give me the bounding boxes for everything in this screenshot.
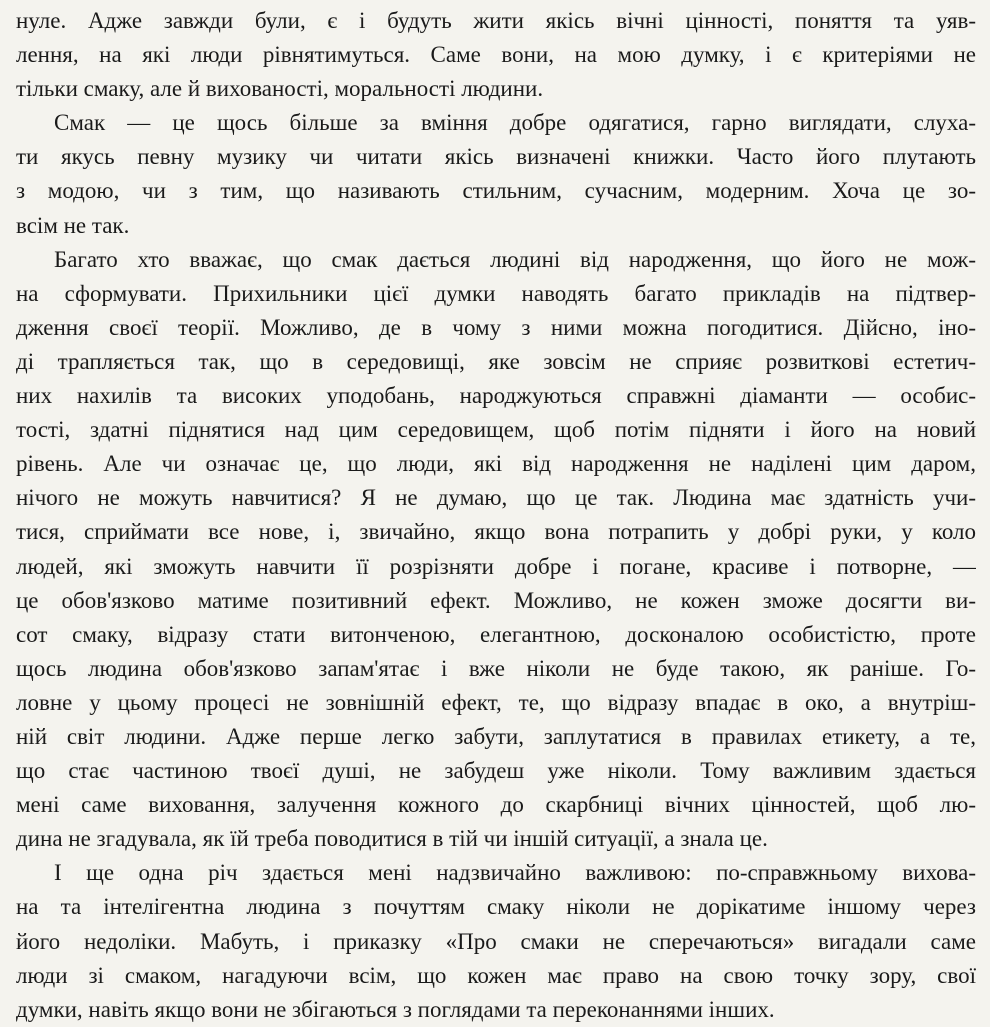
text-line: люди зі смаком, нагадуючи всім, що кожен має право на свою точку зору, свої: [16, 962, 976, 988]
text-line: рівень. Але чи означає це, що люди, які від народження не наділені цим даром,: [16, 451, 976, 477]
text-line: дина не згадувала, як їй треба поводитися в тій чи іншій ситуації, а знала це.: [16, 826, 768, 852]
text-line: сот смаку, відразу стати витонченою, елегантною, досконалою особистістю, проте: [16, 621, 976, 647]
text-line: тільки смаку, але й вихованості, моральності людини.: [16, 76, 544, 102]
text-line: них нахилів та високих уподобань, народжуються справжні діаманти — особис-: [16, 383, 976, 409]
text-line: ловне у цьому процесі не зовнішній ефект, те, що відразу впадає в око, а внутріш-: [16, 689, 976, 715]
text-line: ді трапляється так, що в середовищі, яке зовсім не сприяє розвиткові естетич-: [16, 348, 976, 374]
text-line: щось людина обов'язково запам'ятає і вже ніколи не буде такою, як раніше. Го-: [16, 655, 976, 681]
text-line: Багато хто вважає, що смак дається людині від народження, що його не мож-: [54, 246, 976, 272]
text-line: на сформувати. Прихильники цієї думки наводять багато прикладів на підтвер-: [16, 280, 976, 306]
text-line: тися, сприймати все нове, і, звичайно, якщо вона потрапить у добрі руки, у коло: [16, 519, 976, 545]
text-line: І ще одна річ здається мені надзвичайно важливою: по-справжньому вихова-: [54, 860, 976, 886]
text-line: думки, навіть якщо вони не збігаються з поглядами та переконаннями інших.: [16, 996, 775, 1022]
text-line: його недоліки. Мабуть, і приказку «Про смаки не сперечаються» вигадали саме: [16, 928, 976, 954]
text-line: на та інтелігентна людина з почуттям смаку ніколи не дорікатиме іншому через: [16, 894, 976, 920]
text-line: це обов'язково матиме позитивний ефект. Можливо, не кожен зможе досягти ви-: [16, 587, 976, 613]
text-line: тості, здатні піднятися над цим середовищем, щоб потім підняти і його на новий: [16, 417, 976, 443]
text-line: з модою, чи з тим, що називають стильним, сучасним, модерним. Хоча це зо-: [16, 178, 976, 204]
text-line: мені саме виховання, залучення кожного до скарбниці вічних цінностей, щоб лю-: [16, 792, 976, 818]
text-line: нуле. Адже завжди були, є і будуть жити якісь вічні цінності, поняття та уяв-: [16, 8, 976, 33]
paragraph-3: [16, 243, 976, 857]
paragraph-2: [16, 106, 976, 242]
text-line: ній світ людини. Адже перше легко забути, заплутатися в правилах етикету, а те,: [16, 723, 976, 749]
text-line: людей, які зможуть навчити її розрізняти добре і погане, красиве і потворне, —: [16, 553, 976, 579]
text-line: всім не так.: [16, 212, 130, 238]
paragraph-1: [16, 4, 976, 106]
text-line: Смак — це щось більше за вміння добре одягатися, гарно виглядати, слуха-: [54, 110, 976, 136]
text-line: лення, на які люди рівнятимуться. Саме вони, на мою думку, і є критеріями не: [16, 42, 976, 68]
text-line: нічого не можуть навчитися? Я не думаю, що це так. Людина має здатність учи-: [16, 485, 976, 511]
text-line: дження своєї теорії. Можливо, де в чому з ними можна погодитися. Дійсно, іно-: [16, 314, 976, 340]
paragraph-4: [16, 856, 976, 1026]
text-line: що стає частиною твоєї душі, не забудеш уже ніколи. Тому важливим здається: [16, 758, 976, 784]
text-line: ти якусь певну музику чи читати якісь визначені книжки. Часто його плутають: [16, 144, 976, 170]
